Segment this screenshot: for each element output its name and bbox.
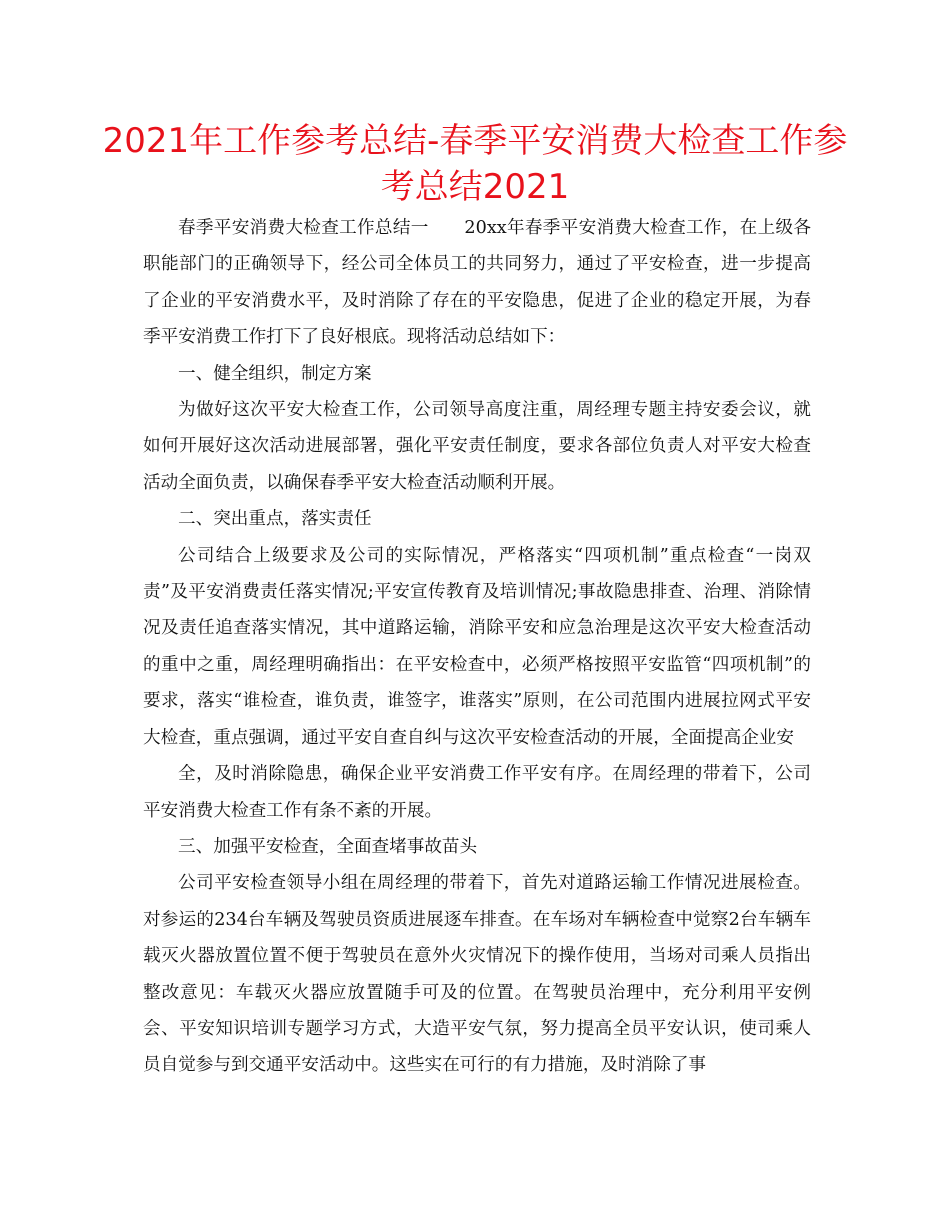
paragraph-2: 公司结合上级要求及公司的实际情况，严格落实“四项机制”重点检查“一岗双责”及平安消费责任落实情况;平安宣传教育及培训情况;事故隐患排查、治理、消除情况及责任追查落实情况，其中道路运输，消除平安和应急治理是这次平安大检查活动的重中之重，周经理明确指出：在平安检查中，必须严格按照平安监管“四项机制”的要求，落实“谁检查，谁负责，谁签字，谁落实”原则，在公司范围内进展拉网式平安大检查，重点强调，通过平安自查自纠与这次平安检查活动的开展，全面提高企业安 xyxy=(143,545,811,748)
paragraph-3: 公司平安检查领导小组在周经理的带着下，首先对道路运输工作情况进展检查。对参运的234台车辆及驾驶员资质进展逐车排查。在车场对车辆检查中觉察2台车辆车载灭火器放置位置不便于驾驶员在意外火灾情况下的操作使用，当场对司乘人员指出整改意见：车载灭火器应放置随手可及的位置。在驾驶员治理中，充分利用平安例会、平安知识培训专题学习方式，大造平安气氛，努力提高全员平安认识，使司乘人员自觉参与到交通平安活动中。这些实在可行的有力措施，及时消除了事 xyxy=(143,873,811,1076)
section-heading-2: 二、突出重点，落实责任 xyxy=(178,509,372,530)
section-heading-1: 一、健全组织，制定方案 xyxy=(178,363,372,384)
document-body xyxy=(143,210,811,1084)
paragraph-1: 为做好这次平安大检查工作，公司领导高度注重，周经理专题主持安委会议，就如何开展好这次活动进展部署，强化平安责任制度，要求各部位负责人对平安大检查活动全面负责，以确保春季平安大检查活动顺利开展。 xyxy=(143,400,811,493)
paragraph-intro: 春季平安消费大检查工作总结一 20xx年春季平安消费大检查工作，在上级各职能部门的正确领导下，经公司全体员工的共同努力，通过了平安检查，进一步提高了企业的平安消费水平，及时消除了存在的平安隐患，促进了企业的稳定开展，为春季平安消费工作打下了良好根底。现将活动总结如下： xyxy=(143,218,811,348)
paragraph-2-continued: 全，及时消除隐患，确保企业平安消费工作平安有序。在周经理的带着下，公司平安消费大检查工作有条不紊的开展。 xyxy=(143,764,811,821)
document-title: 2021年工作参考总结-春季平安消费大检查工作参考总结2021 xyxy=(102,121,848,207)
section-heading-3: 三、加强平安检查，全面查堵事故苗头 xyxy=(178,836,478,857)
